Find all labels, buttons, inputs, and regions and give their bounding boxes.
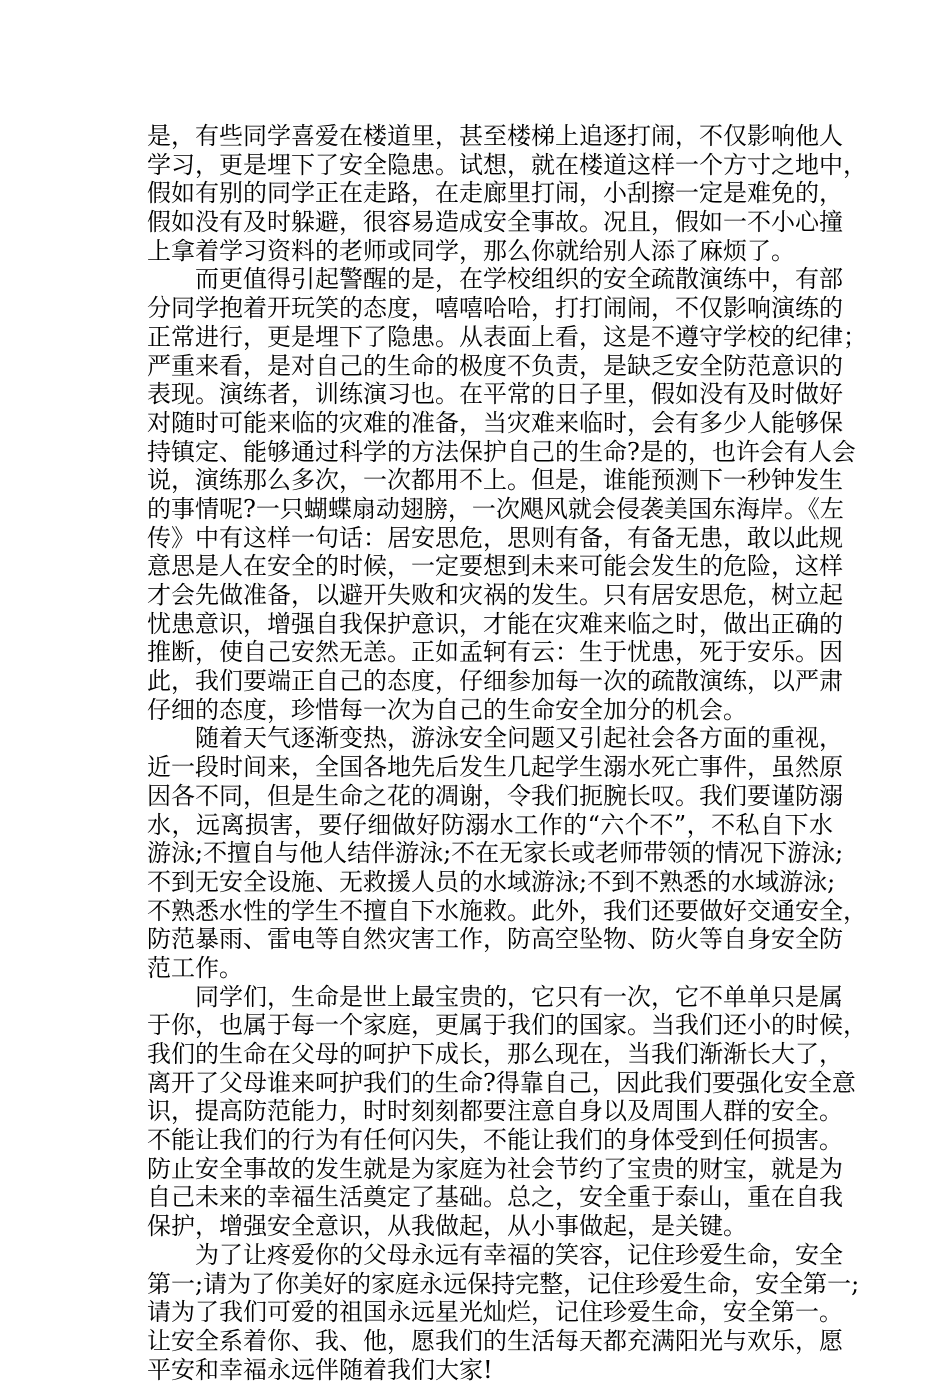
text-line: 意思是人在安全的时候，一定要想到未来可能会发生的危险，这样 — [147, 552, 843, 581]
text-line: 仔细的态度，珍惜每一次为自己的生命安全加分的机会。 — [147, 695, 747, 724]
text-line: 识，提高防范能力，时时刻刻都要注意自身以及周围人群的安全。 — [147, 1097, 843, 1126]
text-line: 离开了父母谁来呵护我们的生命?得靠自己，因此我们要强化安全意 — [147, 1068, 856, 1097]
text-line: 防范暴雨、雷电等自然灾害工作，防高空坠物、防火等自身安全防 — [147, 925, 843, 954]
paragraph — [147, 724, 867, 982]
text-line: 让安全系着你、我、他，愿我们的生活每天都充满阳光与欢乐，愿 — [147, 1326, 843, 1355]
text-line: 假如有别的同学正在走路，在走廊里打闹，小刮擦一定是难免的， — [147, 179, 843, 208]
text-line: 对随时可能来临的灾难的准备，当灾难来临时，会有多少人能够保 — [147, 408, 843, 437]
text-line: 是，有些同学喜爱在楼道里，甚至楼梯上追逐打闹，不仅影响他人 — [147, 122, 843, 150]
paragraph — [147, 1240, 860, 1384]
text-line: 上拿着学习资料的老师或同学，那么你就给别人添了麻烦了。 — [147, 236, 795, 265]
text-line: 为了让疼爱你的父母永远有幸福的笑容，记住珍爱生命，安全 — [195, 1240, 843, 1269]
text-line: 推断，使自己安然无恙。正如孟轲有云：生于忧患，死于安乐。因 — [147, 638, 843, 667]
text-line: 游泳;不擅自与他人结伴游泳;不在无家长或老师带领的情况下游泳; — [147, 839, 844, 868]
text-line: 于你，也属于每一个家庭，更属于我们的国家。当我们还小的时候， — [147, 1011, 867, 1040]
text-line: 我们的生命在父母的呵护下成长，那么现在，当我们渐渐长大了， — [147, 1040, 843, 1068]
text-line: 持镇定、能够通过科学的方法保护自己的生命?是的，也许会有人会 — [147, 437, 856, 466]
text-line: 平安和幸福永远伴随着我们大家! — [147, 1355, 493, 1384]
text-line: 不到无安全设施、无救援人员的水域游泳;不到不熟悉的水域游泳; — [147, 867, 836, 896]
text-line: 说，演练那么多次，一次都用不上。但是，谁能预测下一秒钟发生 — [147, 466, 843, 495]
paragraph — [147, 982, 867, 1241]
text-line: 严重来看，是对自己的生命的极度不负责，是缺乏安全防范意识的 — [147, 351, 843, 380]
paragraph — [147, 265, 867, 724]
text-line: 不能让我们的行为有任何闪失，不能让我们的身体受到任何损害。 — [147, 1126, 843, 1155]
text-line: 不熟悉水性的学生不擅自下水施救。此外，我们还要做好交通安全， — [147, 896, 867, 925]
text-line: 表现。演练者，训练演习也。在平常的日子里，假如没有及时做好 — [147, 380, 843, 409]
text-line: 假如没有及时躲避，很容易造成安全事故。况且，假如一不小心撞 — [147, 208, 843, 237]
text-line: 的事情呢?一只蝴蝶扇动翅膀，一次飓风就会侵袭美国东海岸。《左 — [147, 494, 844, 523]
text-line: 水，远离损害，要仔细做好防溺水工作的“六个不”，不私自下水 — [147, 810, 833, 839]
text-line: 学习，更是埋下了安全隐患。试想，就在楼道这样一个方寸之地中， — [147, 150, 867, 179]
text-line: 自己未来的幸福生活奠定了基础。总之，安全重于泰山，重在自我 — [147, 1183, 843, 1212]
text-line: 因各不同，但是生命之花的凋谢，令我们扼腕长叹。我们要谨防溺 — [147, 781, 843, 810]
text-line: 保护，增强安全意识，从我做起，从小事做起，是关键。 — [147, 1212, 747, 1241]
text-line: 才会先做准备，以避开失败和灾祸的发生。只有居安思危，树立起 — [147, 581, 843, 609]
text-line: 第一;请为了你美好的家庭永远保持完整，记住珍爱生命，安全第一; — [147, 1269, 860, 1298]
paragraph — [147, 122, 867, 265]
text-line: 正常进行，更是埋下了隐患。从表面上看，这是不遵守学校的纪律； — [147, 322, 867, 351]
text-line: 忧患意识，增强自我保护意识，才能在灾难来临之时，做出正确的 — [147, 609, 843, 638]
text-line: 而更值得引起警醒的是，在学校组织的安全疏散演练中，有部 — [195, 265, 843, 294]
text-line: 请为了我们可爱的祖国永远星光灿烂，记住珍爱生命，安全第一。 — [147, 1298, 843, 1327]
text-line: 随着天气逐渐变热，游泳安全问题又引起社会各方面的重视， — [195, 724, 843, 753]
text-line: 范工作。 — [147, 953, 243, 982]
text-line: 分同学抱着开玩笑的态度，嘻嘻哈哈，打打闹闹，不仅影响演练的 — [147, 294, 843, 323]
text-line: 传》中有这样一句话：居安思危，思则有备，有备无患，敢以此规 — [147, 523, 843, 552]
text-line: 此，我们要端正自己的态度，仔细参加每一次的疏散演练，以严肃 — [147, 667, 843, 696]
document-body — [147, 122, 867, 1384]
text-line: 同学们，生命是世上最宝贵的，它只有一次，它不单单只是属 — [195, 982, 843, 1011]
text-line: 近一段时间来，全国各地先后发生几起学生溺水死亡事件，虽然原 — [147, 753, 843, 782]
text-line: 防止安全事故的发生就是为家庭为社会节约了宝贵的财宝，就是为 — [147, 1154, 843, 1183]
